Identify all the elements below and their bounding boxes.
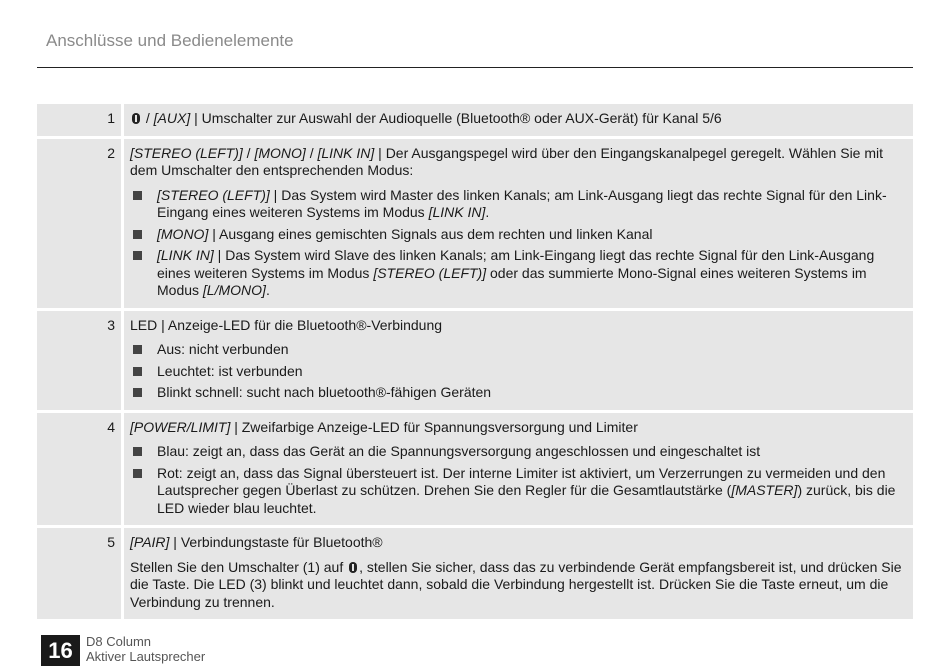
table-row [37,104,913,136]
row-description: [POWER/LIMIT] | Zweifarbige Anzeige-LED für Spannungsversorgung und Limiter [130,418,638,435]
bluetooth-icon [132,113,140,124]
bluetooth-icon [349,562,357,573]
footer-product-type: Aktiver Lautsprecher [86,649,206,664]
list-item: [MONO] | Ausgang eines gemischten Signals aus dem rechten und linken Kanal [130,226,905,244]
list-item: Blau: zeigt an, dass das Gerät an die Spannungsversorgung angeschlossen und eingeschaltet ist [130,443,905,461]
row-number: 2 [37,139,121,308]
table-row [37,413,913,526]
table-row [37,311,913,410]
list-item: [LINK IN] | Das System wird Slave des linken Kanals; am Link-Eingang liegt das rechte Signal für den Link-Ausgang eines weiteren Systems im Modus [STEREO (LEFT)] oder das summierte Mono-Signal eines weiteren Systems im Modus [L/MONO]. [130,247,905,300]
row-content [124,311,913,410]
list-item: [STEREO (LEFT)] | Das System wird Master des linken Kanals; am Link-Ausgang liegt das rechte Signal für den Link-Eingang eines weiteren Systems im Modus [LINK IN]. [130,187,905,222]
row-number: 3 [37,311,121,410]
list-item: Leuchtet: ist verbunden [130,363,905,381]
row-content [124,104,913,136]
bullet-list [130,443,905,517]
bullet-list [130,187,905,300]
bullet-list [130,341,905,402]
row-number: 4 [37,413,121,526]
table-row [37,139,913,308]
row-description: [PAIR] | Verbindungstaste für Bluetooth® [130,534,383,550]
row-description: [STEREO (LEFT)] / [MONO] / [LINK IN] | Der Ausgangspegel wird über den Eingangskanalpegel geregelt. Wählen Sie mit dem Umschalter den entsprechenden Modus: [130,144,884,178]
row-content [124,413,913,526]
row-content [124,528,913,619]
controls-table [37,104,913,622]
list-item: Blinkt schnell: sucht nach bluetooth®-fähigen Geräten [130,384,905,402]
row-content [124,139,913,308]
row-number: 5 [37,528,121,619]
list-item: Aus: nicht verbunden [130,341,905,359]
row-description: / [AUX] | Umschalter zur Auswahl der Audioquelle (Bluetooth® oder AUX-Gerät) für Kanal 5/6 [130,110,905,128]
header-divider [37,67,913,68]
table-row [37,528,913,619]
list-item: Rot: zeigt an, dass das Signal übersteuert ist. Der interne Limiter ist aktiviert, um Verzerrungen zu vermeiden und den Lautsprecher gegen Überlast zu schützen. Drehen Sie den Regler für die Gesamtlautstärke ([MASTER]) zurück, bis die LED wieder blau leuchtet. [130,465,905,518]
control-label: [AUX] [153,110,191,126]
row-paragraph: Stellen Sie den Umschalter (1) auf , stellen Sie sicher, dass das zu verbindende Gerät empfangsbereit ist, und drücken Sie die Taste. Die LED (3) blinkt und leuchtet dann, sobald die Verbindung hergestellt ist. Drücken Sie die Taste erneut, um die Verbindung zu trennen. [130,558,902,610]
footer-product-name: D8 Column [86,634,152,649]
footer-product [86,634,205,664]
row-number: 1 [37,104,121,136]
page-header-title: Anschlüsse und Bedienelemente [46,31,294,50]
page-number: 16 [41,635,80,666]
row-description: LED | Anzeige-LED für die Bluetooth®-Verbindung [130,316,443,333]
